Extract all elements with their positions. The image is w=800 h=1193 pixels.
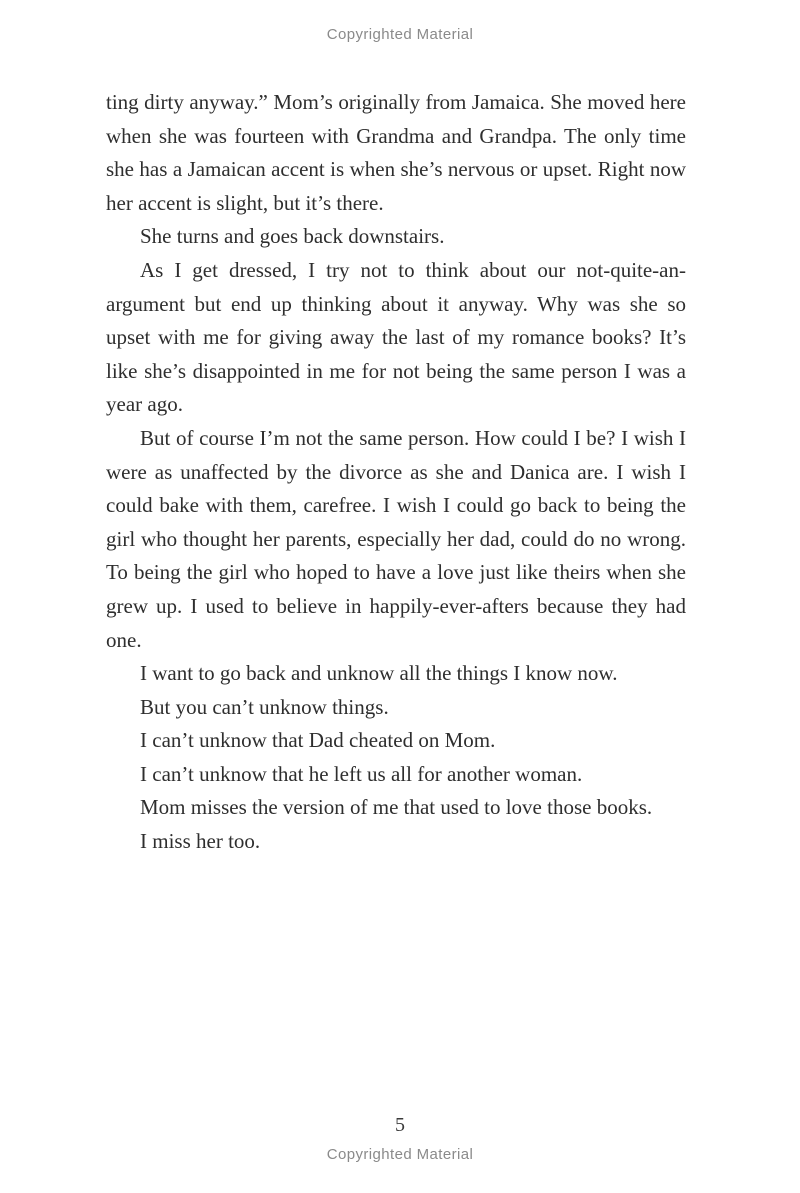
paragraph: I miss her too. [140,829,261,854]
paragraph: I can’t unknow that Dad cheated on Mom. [140,728,496,753]
copyright-notice-top: Copyrighted Material [326,26,474,43]
paragraph: Mom misses the version of me that used to love those books. [140,795,653,820]
paragraph: ting dirty anyway.” Mom’s originally from Jamaica. She moved here when she was fourteen with Grandma and Grandpa. The only time she has a Jamaican accent is when she’s nervous or upset. Right now her accent is slight, but it’s there. [106,90,686,215]
copyright-notice-bottom: Copyrighted Material [326,1146,474,1163]
paragraph: I can’t unknow that he left us all for another woman. [140,761,583,786]
page-number: 5 [395,1114,405,1136]
paragraph: As I get dressed, I try not to think about our not-quite-an-argument but end up thinking about it anyway. Why was she so upset with me for giving away the last of my romance books? It’s like she’s disappointed in me for not being the same person I was a year ago. [106,257,686,417]
paragraph: I want to go back and unknow all the things I know now. [140,661,618,686]
paragraph: She turns and goes back downstairs. [140,224,445,249]
paragraph: But of course I’m not the same person. How could I be? I wish I were as unaffected by the divorce as she and Danica are. I wish I could bake with them, carefree. I wish I could go back to being the girl who thought her parents, especially her dad, could do no wrong. To being the girl who hoped to have a love just like theirs when she grew up. I used to believe in happily-ever-afters because they had one. [106,425,686,652]
body-text [106,86,686,859]
paragraph: But you can’t unknow things. [140,694,389,719]
